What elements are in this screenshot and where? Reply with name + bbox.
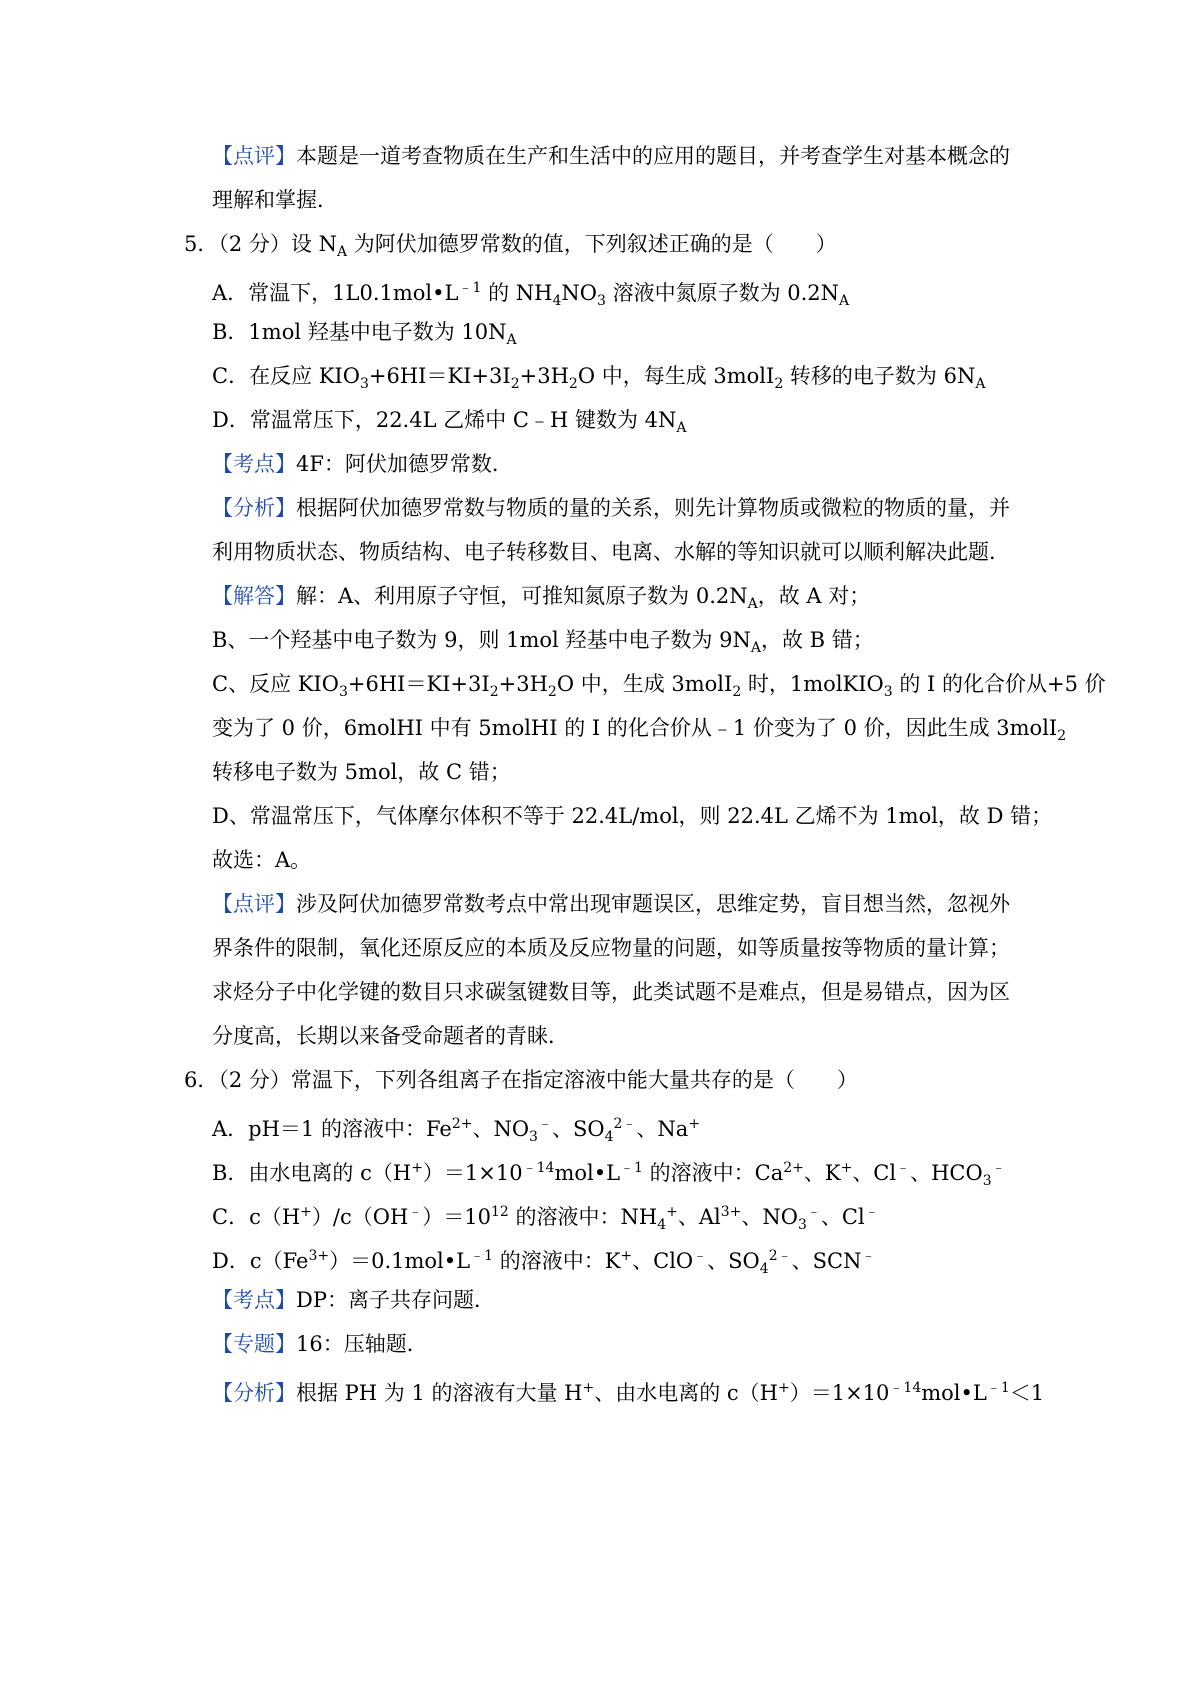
q5-jieda-2: B、一个羟基中电子数为 9，则 1mol 羟基中电子数为 $9N_A$，故 B 错； <box>212 628 874 657</box>
q5-jieda-6: D、常温常压下，气体摩尔体积不等于 22.4L/mol，则 22.4L 乙烯不为 1mol，故 D 错； <box>212 804 1053 828</box>
intro-text-1: 本题是一道考查物质在生产和生活中的应用的题目，并考查学生对基本概念的 <box>296 144 1010 168</box>
q5-kaodian <box>212 450 513 478</box>
q5-jieda-5: 转移电子数为 5mol，故 C 错； <box>212 760 511 784</box>
q5-jieda-3: C、反应 $KIO_3+6HI=KI+3I_2+3H_2O$ 中，生成 3molI$_2$ 时，1molKIO$_3$ 的 I 的化合价从+5 价 <box>212 672 1106 701</box>
q6-kaodian: 【考点】DP：离子共存问题． <box>212 1288 495 1312</box>
q5-option-a: A．常温下，$1L0.1mol•L^{﹣1}$ 的 $NH_4NO_3$ 溶液中氮原子数为 $0.2N_A$ <box>212 280 850 310</box>
q5-fenxi-2: 利用物质状态、物质结构、电子转移数目、电离、水解的等知识就可以顺利解决此题． <box>212 540 1010 564</box>
kaodian-tag: 【考点】 <box>212 1288 296 1312</box>
q6-option-d: D．$c(Fe^{3+})=0.1mol•L^{﹣1}$ 的溶液中：K+、ClO﹣、$SO_4^{2﹣}$、SCN﹣ <box>212 1248 876 1278</box>
kaodian-text: 4F：阿伏加德罗常数． <box>296 452 513 476</box>
q6-fenxi: 【分析】根据 PH 为 1 的溶液有大量 H+、由水电离的 $c(H^+)=1\times 10^{﹣14}mol•L^{﹣1}<1$ <box>212 1380 1045 1405</box>
jieda-tag: 【解答】 <box>212 584 296 608</box>
fenxi-tag: 【分析】 <box>212 496 296 520</box>
intro-line-2: 理解和掌握． <box>212 188 338 212</box>
q5-jieda-1: 【解答】解：A、利用原子守恒，可推知氮原子数为 $0.2N_A$，故 A 对； <box>212 584 871 613</box>
q6-stem: 6．（2 分）常温下，下列各组离子在指定溶液中能大量共存的是（ ） <box>184 1068 858 1092</box>
q5-stem: 5．（2 分）设 $N_A$ 为阿伏加德罗常数的值，下列叙述正确的是（ ） <box>184 232 837 261</box>
q5-dianping-4: 分度高，长期以来备受命题者的青睐． <box>212 1024 569 1048</box>
q5-option-d: D．常温常压下，22.4L 乙烯中 C﹣H 键数为 $4N_A$ <box>212 408 687 437</box>
q5-jieda-4: 变为了 0 价，6molHI 中有 5molHI 的 I 的化合价从﹣1 价变为了 0 价，因此生成 3molI$_2$ <box>212 716 1067 745</box>
q5-dianping-3: 求烃分子中化学键的数目只求碳氢键数目等，此类试题不是难点，但是易错点，因为区 <box>212 980 1010 1004</box>
q5-jieda-7: 故选：A。 <box>212 848 312 872</box>
q6-zhuanti: 【专题】16：压轴题． <box>212 1332 428 1356</box>
q5-dianping-1: 【点评】涉及阿伏加德罗常数考点中常出现审题误区，思维定势，盲目想当然，忽视外 <box>212 892 1010 916</box>
intro-line-1 <box>212 142 1010 170</box>
dianping-tag: 【点评】 <box>212 892 296 916</box>
q5-dianping-2: 界条件的限制，氧化还原反应的本质及反应物量的问题，如等质量按等物质的量计算； <box>212 936 1010 960</box>
q5-option-b: B．1mol 羟基中电子数为 $10N_A$ <box>212 320 517 349</box>
fenxi-text-1: 根据阿伏加德罗常数与物质的量的关系，则先计算物质或微粒的物质的量，并 <box>296 496 1010 520</box>
q5-fenxi-1 <box>212 494 1010 522</box>
q5-option-c: C．在反应 $KIO_3+6HI=KI+3I_2+3H_2O$ 中，每生成 3molI$_2$ 转移的电子数为 $6N_A$ <box>212 364 986 393</box>
zhuanti-tag: 【专题】 <box>212 1332 296 1356</box>
q6-option-b: B．由水电离的 $c(H^+)=1\times 10^{﹣14}mol•L^{﹣1}$ 的溶液中：$Ca^{2+}$、K+、Cl﹣、$HCO_3^﹣$ <box>212 1160 1006 1190</box>
comment-tag: 【点评】 <box>212 144 296 168</box>
kaodian-tag: 【考点】 <box>212 452 296 476</box>
q6-option-c: C．$c(H^+)/c(OH^﹣)=10^{12}$ 的溶液中：$NH_4^+$、$Al^{3+}$、$NO_3^﹣$、Cl﹣ <box>212 1204 879 1234</box>
fenxi-tag: 【分析】 <box>212 1381 296 1405</box>
q6-option-a: A．pH＝1 的溶液中：$Fe^{2+}$、$NO_3^﹣$、$SO_4^{2﹣}$、Na+ <box>212 1116 701 1146</box>
